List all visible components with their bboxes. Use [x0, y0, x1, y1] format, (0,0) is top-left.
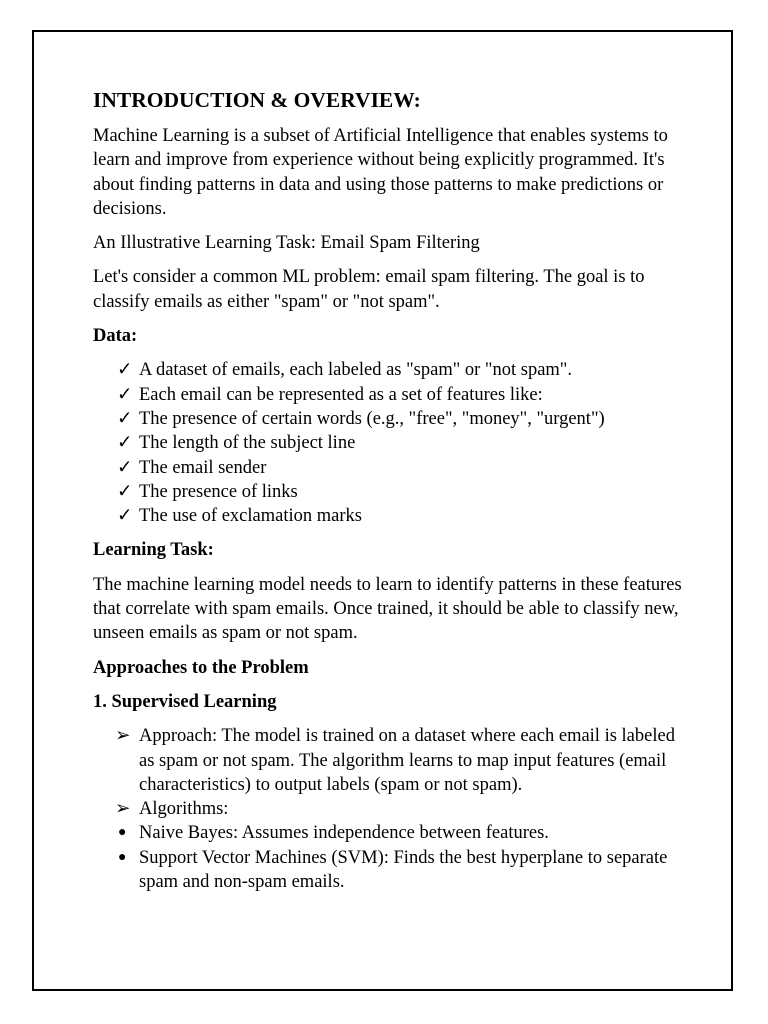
list-item: ● Naive Bayes: Assumes independence between features.: [93, 821, 683, 845]
task-intro-paragraph: Let's consider a common ML problem: email spam filtering. The goal is to classify emails as either "spam" or "not spam".: [93, 267, 645, 312]
arrow-bullet-icon: ➢: [115, 726, 131, 747]
check-icon: ✓: [117, 506, 133, 527]
list-item: ➢ Approach: The model is trained on a dataset where each email is labeled as spam or not spam. The algorithm learns to map input features (email characteristics) to output labels (spam or not spam).: [115, 726, 675, 795]
dot-bullet-icon: ●: [118, 825, 127, 841]
list-item: ✓ The email sender: [93, 456, 683, 480]
intro-paragraph: Machine Learning is a subset of Artificial Intelligence that enables systems to learn and improve from experience without being explicitly programmed. It's about finding patterns in data and using those patterns to make predictions or decisions.: [93, 126, 668, 219]
list-item: ✓ The presence of certain words (e.g., "free", "money", "urgent"): [93, 407, 683, 431]
list-item: ➢ Algorithms:: [93, 797, 683, 821]
task-title: An Illustrative Learning Task: Email Spam Filtering: [93, 233, 480, 254]
data-list: [93, 358, 683, 528]
list-item: ✓ The length of the subject line: [93, 431, 683, 455]
data-heading: Data:: [93, 326, 138, 347]
check-icon: ✓: [117, 481, 133, 502]
document-body: [93, 86, 683, 904]
supervised-list: [93, 724, 683, 894]
dot-bullet-icon: ●: [118, 849, 127, 865]
list-item: ✓ Each email can be represented as a set of features like:: [93, 383, 683, 407]
list-item: ✓ The presence of links: [93, 480, 683, 504]
check-icon: ✓: [117, 384, 133, 405]
check-icon: ✓: [117, 457, 133, 478]
learning-task-paragraph: The machine learning model needs to learn to identify patterns in these features that correlate with spam emails. Once trained, it should be able to classify new, unseen emails as spam or not spam.: [93, 574, 682, 644]
check-icon: ✓: [117, 433, 133, 454]
supervised-learning-heading: 1. Supervised Learning: [93, 691, 277, 712]
check-icon: ✓: [117, 360, 133, 381]
arrow-bullet-icon: ➢: [115, 799, 131, 820]
list-item: ● Support Vector Machines (SVM): Finds the best hyperplane to separate spam and non-spam emails.: [118, 847, 668, 893]
list-item: ✓ The use of exclamation marks: [93, 504, 683, 528]
check-icon: ✓: [117, 408, 133, 429]
list-item: ✓ A dataset of emails, each labeled as "spam" or "not spam".: [93, 358, 683, 382]
learning-task-heading: Learning Task:: [93, 540, 214, 561]
approaches-heading: Approaches to the Problem: [93, 657, 309, 678]
page-title: INTRODUCTION & OVERVIEW:: [93, 88, 421, 112]
